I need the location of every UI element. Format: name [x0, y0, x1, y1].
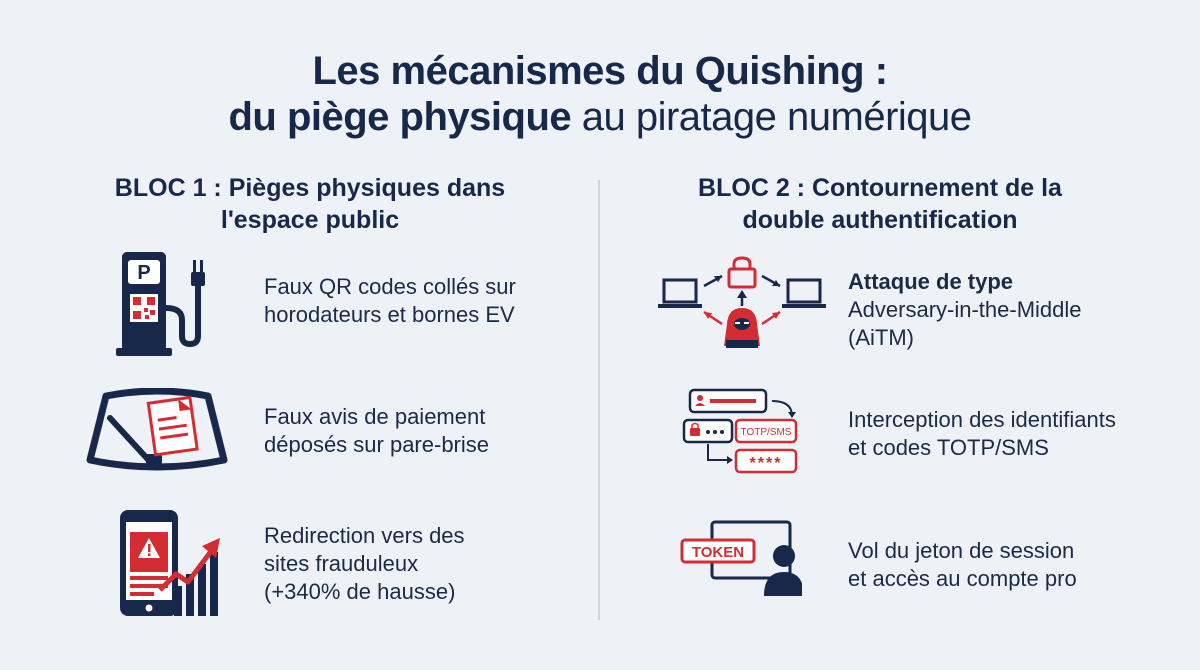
bloc1-title-line-2: l'espace public	[220, 206, 400, 234]
bloc1-item-2-text	[264, 403, 489, 459]
windshield-notice-icon	[86, 388, 228, 474]
title-line-2-bold: du piège physique	[228, 95, 572, 139]
bloc2-item-1-bold: Attaque de type	[848, 269, 1014, 294]
credentials-interception-icon	[680, 386, 808, 478]
bloc1-item-3-text	[264, 522, 465, 606]
bloc1-item-3-line-3: (+340% de hausse)	[264, 579, 456, 604]
bloc2-item-3-line-2: et accès au compte pro	[848, 566, 1077, 591]
aitm-attack-icon	[656, 256, 828, 352]
bloc2-item-1-line-2: (AiTM)	[848, 325, 914, 350]
totp-badge-text: TOTP/SMS	[740, 427, 792, 438]
charger-p-label: P	[137, 262, 151, 284]
bloc1-item-3-line-1: Redirection vers des	[264, 523, 465, 548]
title-line-2	[0, 94, 1200, 140]
masked-code-text: ****	[749, 455, 783, 472]
bloc1-item-3-line-2: sites frauduleux	[264, 551, 419, 576]
bloc2-item-1-text	[848, 268, 1082, 352]
ev-charger-qr-icon	[112, 248, 212, 360]
bloc2-item-2-text	[848, 406, 1116, 462]
token-badge-text: TOKEN	[691, 544, 745, 561]
bloc1-title	[60, 172, 560, 236]
bloc2-title	[640, 172, 1120, 236]
token-theft-icon	[680, 518, 802, 598]
bloc2-title-line-2: double authentification	[742, 206, 1018, 234]
main-title	[0, 48, 1200, 140]
bloc1-item-1-line-2: horodateurs et bornes EV	[264, 302, 515, 327]
bloc2-item-2-line-1: Interception des identifiants	[848, 407, 1116, 432]
title-line-2-rest: au piratage numérique	[581, 95, 972, 139]
bloc1-item-1-text	[264, 273, 516, 329]
column-divider	[598, 180, 600, 620]
bloc1-item-1-line-1: Faux QR codes collés sur	[264, 274, 516, 299]
bloc2-item-3-line-1: Vol du jeton de session	[848, 538, 1075, 563]
bloc1-item-2-line-1: Faux avis de paiement	[264, 404, 486, 429]
bloc2-item-2-line-2: et codes TOTP/SMS	[848, 435, 1049, 460]
phone-warning-chart-icon	[116, 508, 226, 620]
bloc1-item-2-line-2: déposés sur pare-brise	[264, 432, 490, 457]
bloc2-title-line-1: BLOC 2 : Contournement de la	[698, 174, 1062, 202]
bloc2-item-1-line-1: Adversary-in-the-Middle	[848, 297, 1082, 322]
bloc2-item-3-text	[848, 537, 1077, 593]
bloc1-title-line-1: BLOC 1 : Pièges physiques dans	[114, 174, 506, 202]
title-line-1: Les mécanismes du Quishing :	[312, 49, 888, 93]
